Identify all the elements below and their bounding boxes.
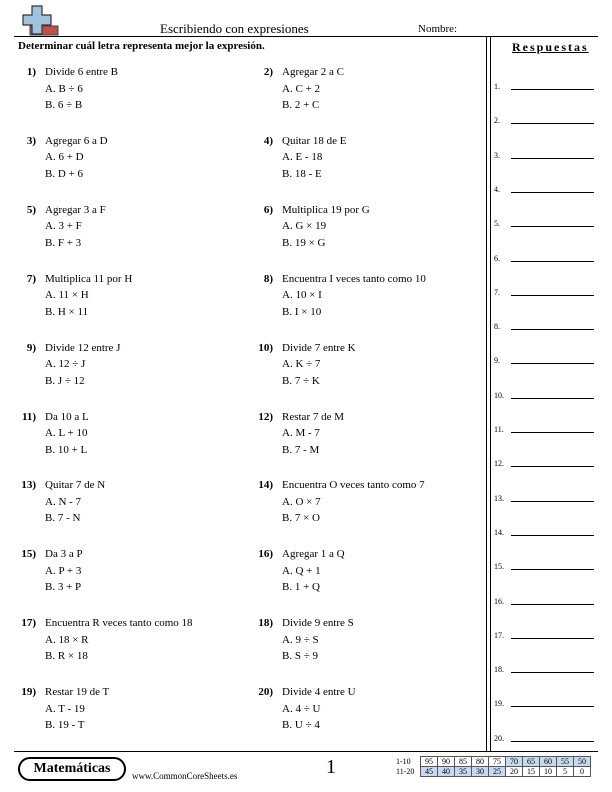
- answer-row: [494, 77, 594, 91]
- problem-number: 4): [263, 134, 273, 147]
- answer-number: 18.: [494, 665, 504, 675]
- option-b: B. 7 × O: [282, 512, 320, 525]
- answer-row: [494, 386, 594, 400]
- problem-text: Divide 9 entre S: [282, 617, 354, 630]
- score-cell: 25: [489, 767, 506, 777]
- problem-item: [255, 546, 485, 598]
- problem-item: [18, 64, 248, 116]
- score-cell: 80: [472, 757, 489, 767]
- problem-item: [18, 409, 248, 461]
- problem-number: 15): [21, 548, 36, 561]
- problem-item: [255, 340, 485, 392]
- problem-text: Encuentra R veces tanto como 18: [45, 617, 193, 630]
- answer-row: [494, 283, 594, 297]
- answer-blank[interactable]: [511, 158, 594, 159]
- answer-blank[interactable]: [511, 569, 594, 570]
- answer-row: [494, 111, 594, 125]
- problem-item: [255, 409, 485, 461]
- score-cell: 5: [557, 767, 574, 777]
- option-b: B. 1 + Q: [282, 581, 320, 594]
- answer-row: [494, 180, 594, 194]
- problem-number: 8): [263, 272, 273, 285]
- problem-item: [255, 271, 485, 323]
- brand-badge: Matemáticas: [18, 757, 126, 781]
- answer-blank[interactable]: [511, 432, 594, 433]
- option-b: B. 7 - M: [282, 443, 320, 456]
- problem-text: Encuentra O veces tanto como 7: [282, 479, 425, 492]
- problem-text: Quitar 18 de E: [282, 134, 347, 147]
- option-a: A. M - 7: [282, 427, 320, 439]
- option-b: B. F + 3: [45, 236, 82, 249]
- answer-blank[interactable]: [511, 501, 594, 502]
- option-b: B. 10 + L: [45, 443, 88, 456]
- option-a: A. 6 + D: [45, 151, 84, 164]
- problem-item: [255, 477, 485, 529]
- answer-blank[interactable]: [511, 295, 594, 296]
- score-cell: 95: [421, 757, 438, 767]
- header-divider: [14, 36, 598, 37]
- answer-blank[interactable]: [511, 261, 594, 262]
- option-b: B. H × 11: [45, 305, 89, 318]
- answer-number: 7.: [494, 287, 500, 297]
- problem-number: 5): [26, 203, 36, 216]
- problem-number: 2): [263, 66, 273, 78]
- answer-blank[interactable]: [511, 226, 594, 227]
- page-number: 1: [326, 756, 336, 778]
- problem-item: [18, 546, 248, 598]
- score-cell: 35: [455, 767, 472, 777]
- option-b: B. 2 + C: [282, 99, 320, 111]
- problem-text: Restar 7 de M: [282, 410, 345, 423]
- problem-number: 17): [21, 617, 36, 630]
- option-b: B. S ÷ 9: [282, 650, 318, 663]
- answer-row: [494, 557, 594, 571]
- problem-number: 18): [258, 617, 273, 630]
- answer-blank[interactable]: [511, 741, 594, 742]
- score-cell: 60: [540, 757, 557, 767]
- score-cell: 0: [574, 767, 591, 777]
- problem-item: [18, 684, 248, 736]
- option-a: A. Q + 1: [282, 564, 321, 577]
- problem-number: 19): [21, 686, 36, 699]
- option-b: B. 18 - E: [282, 167, 322, 180]
- problem-text: Multiplica 11 por H: [45, 272, 133, 285]
- problem-text: Da 3 a P: [45, 548, 83, 561]
- option-a: A. C + 2: [282, 82, 320, 95]
- answer-number: 17.: [494, 630, 504, 640]
- option-a: A. 12 ÷ J: [45, 358, 86, 371]
- problem-item: [18, 271, 248, 323]
- answer-blank[interactable]: [511, 192, 594, 193]
- option-a: A. E - 18: [282, 151, 323, 164]
- option-a: A. L + 10: [45, 427, 88, 439]
- option-b: B. I × 10: [282, 305, 322, 318]
- problem-number: 1): [26, 66, 36, 78]
- answer-blank[interactable]: [511, 123, 594, 124]
- score-cell: 75: [489, 757, 506, 767]
- score-row-label: 11-20: [396, 767, 415, 776]
- problem-item: [18, 133, 248, 185]
- problem-number: 14): [258, 479, 273, 492]
- option-a: A. 4 ÷ U: [282, 702, 321, 715]
- answer-row: [494, 249, 594, 263]
- answer-number: 20.: [494, 733, 504, 743]
- score-cell: 45: [421, 767, 438, 777]
- option-a: A. N - 7: [45, 495, 82, 508]
- answer-number: 12.: [494, 459, 504, 469]
- answer-row: [494, 592, 594, 606]
- answer-number: 16.: [494, 596, 504, 606]
- answer-number: 3.: [494, 150, 500, 160]
- problem-text: Quitar 7 de N: [45, 479, 106, 492]
- score-cell: 50: [574, 757, 591, 767]
- problem-item: [18, 615, 248, 667]
- option-a: A. 11 × H: [45, 289, 89, 302]
- problem-number: 9): [26, 341, 36, 354]
- answer-number: 19.: [494, 699, 504, 709]
- problem-text: Divide 4 entre U: [282, 686, 356, 699]
- problem-text: Divide 6 entre B: [45, 66, 119, 78]
- answer-row: [494, 214, 594, 228]
- problem-text: Encuentra I veces tanto como 10: [282, 272, 426, 285]
- option-a: A. 18 × R: [45, 633, 89, 646]
- problem-text: Restar 19 de T: [45, 686, 110, 699]
- problem-number: 12): [258, 410, 273, 423]
- name-label: Nombre:: [418, 23, 458, 35]
- answer-number: 6.: [494, 253, 500, 263]
- answer-number: 5.: [494, 219, 500, 229]
- answer-row: [494, 146, 594, 160]
- answer-number: 13.: [494, 493, 504, 503]
- problem-number: 6): [263, 203, 273, 216]
- score-cell: 30: [472, 767, 489, 777]
- answer-number: 8.: [494, 322, 500, 332]
- problem-item: [18, 340, 248, 392]
- answer-row: [494, 523, 594, 537]
- answer-blank[interactable]: [511, 466, 594, 467]
- option-a: A. G × 19: [282, 220, 327, 233]
- problem-number: 10): [258, 341, 273, 354]
- score-cell: 90: [438, 757, 455, 767]
- option-a: A. P + 3: [45, 564, 82, 577]
- problem-item: [18, 202, 248, 254]
- answer-row: [494, 317, 594, 331]
- problem-text: Agregar 1 a Q: [282, 548, 345, 561]
- score-cell: 65: [523, 757, 540, 767]
- answer-blank[interactable]: [511, 398, 594, 399]
- answer-blank[interactable]: [511, 363, 594, 364]
- answer-row: [494, 420, 594, 434]
- problem-item: [255, 133, 485, 185]
- problem-text: Da 10 a L: [45, 410, 89, 423]
- answer-number: 10.: [494, 390, 504, 400]
- problem-text: Divide 12 entre J: [45, 341, 121, 354]
- answer-number: 15.: [494, 562, 504, 572]
- option-b: B. U ÷ 4: [282, 719, 320, 732]
- answer-number: 14.: [494, 527, 504, 537]
- plus-logo-icon: [18, 4, 74, 38]
- answer-row: [494, 351, 594, 365]
- option-b: B. 7 ÷ K: [282, 374, 320, 387]
- answer-blank[interactable]: [511, 89, 594, 90]
- footer-divider: [14, 751, 598, 752]
- problem-number: 11): [21, 410, 36, 423]
- answer-number: 4.: [494, 184, 500, 194]
- problem-text: Multiplica 19 por G: [282, 203, 370, 216]
- answer-row: [494, 489, 594, 503]
- option-b: B. 19 × G: [282, 236, 326, 249]
- answer-row: [494, 660, 594, 674]
- option-b: B. 7 - N: [45, 512, 81, 525]
- problem-text: Divide 7 entre K: [282, 341, 356, 354]
- problem-text: Agregar 6 a D: [45, 134, 108, 147]
- option-b: B. 19 - T: [45, 719, 85, 732]
- problem-number: 16): [258, 548, 273, 561]
- option-b: B. 3 + P: [45, 581, 82, 594]
- answer-number: 1.: [494, 82, 500, 91]
- score-cell: 15: [523, 767, 540, 777]
- score-table: [395, 756, 591, 777]
- problem-number: 3): [26, 134, 36, 147]
- score-row: [395, 757, 591, 767]
- score-row-label: 1-10: [396, 757, 411, 766]
- problem-text: Agregar 3 a F: [45, 203, 106, 216]
- option-b: B. R × 18: [45, 650, 88, 663]
- answer-blank[interactable]: [511, 329, 594, 330]
- option-a: A. B ÷ 6: [45, 82, 83, 95]
- answer-blank[interactable]: [511, 672, 594, 673]
- score-row: [395, 767, 591, 777]
- score-cell: 20: [506, 767, 523, 777]
- problem-item: [18, 477, 248, 529]
- answers-title: Respuestas: [512, 40, 589, 54]
- score-cell: 10: [540, 767, 557, 777]
- option-a: A. 3 + F: [45, 220, 82, 233]
- problem-text: Agregar 2 a C: [282, 66, 345, 78]
- option-a: A. O × 7: [282, 495, 321, 508]
- answer-row: [494, 626, 594, 640]
- score-cell: 70: [506, 757, 523, 767]
- answer-number: 9.: [494, 356, 500, 366]
- page-title: Escribiendo con expresiones: [160, 21, 309, 36]
- score-cell: 55: [557, 757, 574, 767]
- option-b: B. 6 ÷ B: [45, 99, 83, 111]
- answer-blank[interactable]: [511, 535, 594, 536]
- option-a: A. T - 19: [45, 702, 85, 715]
- problem-item: [255, 684, 485, 736]
- problem-item: [255, 64, 485, 116]
- option-a: A. 9 ÷ S: [282, 633, 319, 646]
- problem-item: [255, 615, 485, 667]
- answer-number: 11.: [494, 425, 504, 434]
- instructions: Determinar cuál letra representa mejor la expresión.: [18, 40, 265, 52]
- column-divider: [486, 37, 487, 751]
- answer-blank[interactable]: [511, 604, 594, 605]
- option-a: A. K ÷ 7: [282, 358, 321, 371]
- answer-number: 2.: [494, 116, 500, 126]
- problem-item: [255, 202, 485, 254]
- site-url: www.CommonCoreSheets.es: [132, 771, 238, 781]
- answer-blank[interactable]: [511, 638, 594, 639]
- option-b: B. D + 6: [45, 167, 83, 180]
- option-a: A. 10 × I: [282, 289, 322, 302]
- score-cell: 40: [438, 767, 455, 777]
- answer-row: [494, 729, 594, 743]
- answer-row: [494, 454, 594, 468]
- problem-number: 20): [258, 686, 273, 699]
- problem-number: 7): [26, 272, 36, 285]
- answer-blank[interactable]: [511, 706, 594, 707]
- column-divider: [490, 37, 491, 751]
- score-cell: 85: [455, 757, 472, 767]
- problem-number: 13): [21, 479, 36, 492]
- answer-row: [494, 694, 594, 708]
- option-b: B. J ÷ 12: [45, 374, 85, 387]
